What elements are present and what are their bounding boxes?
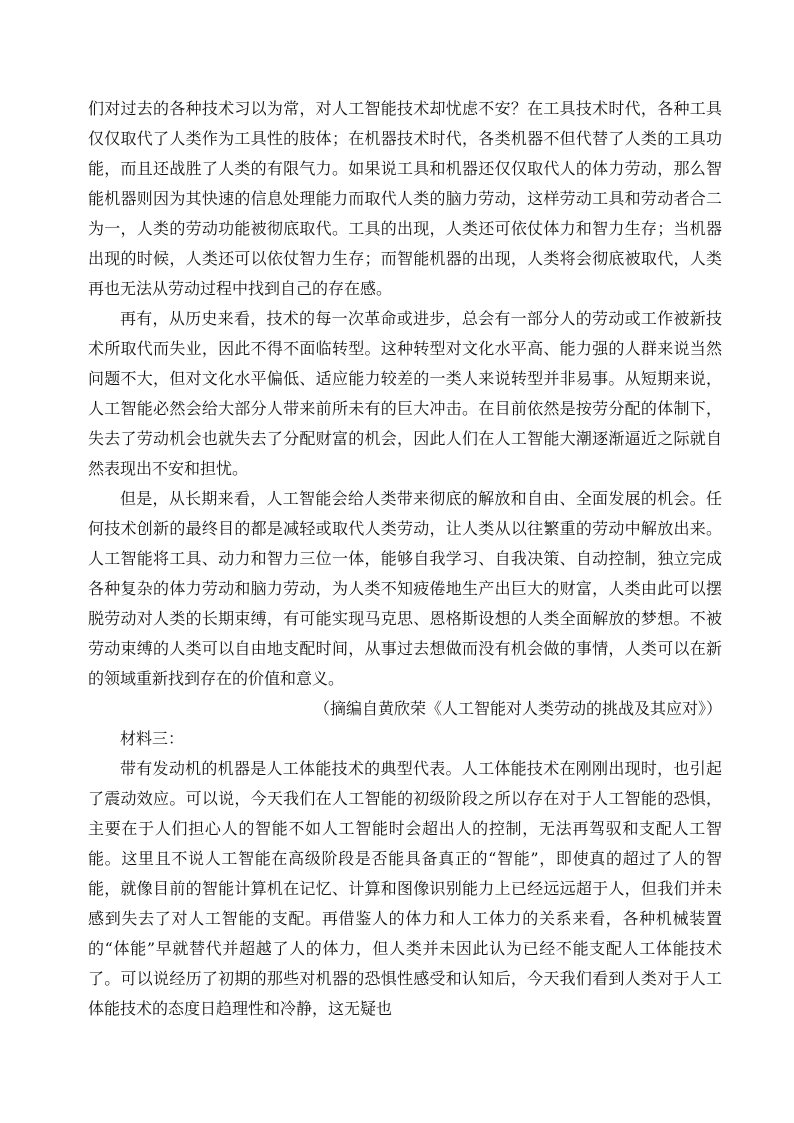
paragraph-history: 再有，从历史来看，技术的每一次革命或进步，总会有一部分人的劳动或工作被新技术所取代而失业，因此不得不面临转型。这种转型对文化水平高、能力强的人群来说当然问题不大，但对文化水平偏低、适应能力较差的一类人来说转型并非易事。从短期来说，人工智能必然会给大部分人带来前所未有的巨大冲击。在目前依然是按劳分配的体制下，失去了劳动机会也就失去了分配财富的机会，因此人们在人工智能大潮逐渐逼近之际就自然表现出不安和担忧。 xyxy=(88,309,722,478)
paragraph-continuation: 们对过去的各种技术习以为常，对人工智能技术却忧虑不安？在工具技术时代，各种工具仅仅取代了人类作为工具性的肢体；在机器技术时代，各类机器不但代替了人类的工具功能，而且还战胜了人类的有限气力。如果说工具和机器还仅仅取代人的体力劳动，那么智能机器则因为其快速的信息处理能力而取代人类的脑力劳动，这样劳动工具和劳动者合二为一，人类的劳动功能被彻底取代。工具的出现，人类还可依仗体力和智力生存；当机器出现的时候，人类还可以依仗智力生存；而智能机器的出现，人类将会彻底被取代，人类再也无法从劳动过程中找到自己的存在感。 xyxy=(88,99,722,298)
paragraph-material-three: 带有发动机的机器是人工体能技术的典型代表。人工体能技术在刚刚出现时，也引起了震动效应。可以说，今天我们在人工智能的初级阶段之所以存在对于人工智能的恐惧，主要在于人们担心人的智能不如人工智能时会超出人的控制，无法再驾驭和支配人工智能。这里且不说人工智能在高级阶段是否能具备真正的“智能”，即使真的超过了人的智能，就像目前的智能计算机在记忆、计算和图像识别能力上已经远远超于人，但我们并未感到失去了对人工智能的支配。再借鉴人的体力和人工体力的关系来看，各种机械装置的“体能”早就替代并超越了人的体力，但人类并未因此认为已经不能支配人工体能技术了。可以说经历了初期的那些对机器的恐惧性感受和认知后，今天我们看到人类对于人工体能技术的态度日趋理性和冷静，这无疑也 xyxy=(88,759,722,1018)
source-citation: （摘编自黄欣荣《人工智能对人类劳动的挑战及其应对》） xyxy=(313,699,722,718)
document-body xyxy=(88,94,722,1024)
material-heading: 材料三： xyxy=(120,729,185,748)
paragraph-long-term: 但是，从长期来看，人工智能会给人类带来彻底的解放和自由、全面发展的机会。任何技术创新的最终目的都是减轻或取代人类劳动，让人类从以往繁重的劳动中解放出来。人工智能将工具、动力和智力三位一体，能够自我学习、自我决策、自动控制，独立完成各种复杂的体力劳动和脑力劳动，为人类不知疲倦地生产出巨大的财富，人类由此可以摆脱劳动对人类的长期束缚，有可能实现马克思、恩格斯设想的人类全面解放的梦想。不被劳动束缚的人类可以自由地支配时间，从事过去想做而没有机会做的事情，人类可以在新的领域重新找到存在的价值和意义。 xyxy=(88,489,722,688)
